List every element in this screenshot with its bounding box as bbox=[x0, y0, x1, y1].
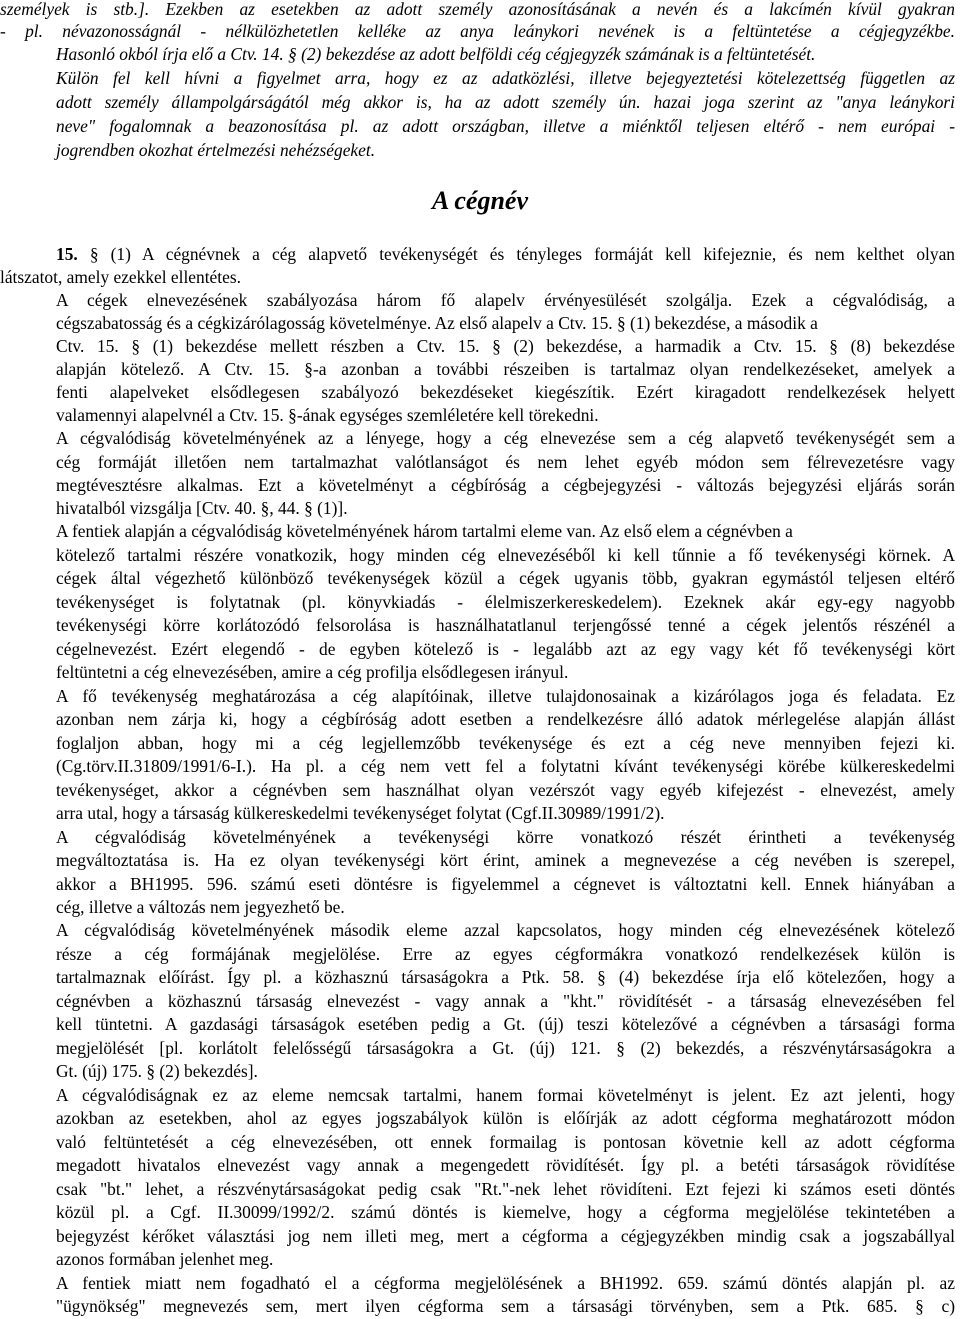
text-line: feltüntetni a cég elnevezésében, amire a cég profilja elsődlegesen irányul. bbox=[56, 662, 569, 682]
text-line: cégnévben a közhasznú társaság elnevezést - vagy annak a "kht." rövidítését - a társaság elnevezésében fel bbox=[56, 991, 955, 1011]
text-line: fenti alapelveket elsődlegesen szabályozó bekezdéseket kiegészítik. Ezért kiragadott rendelkezések helyett bbox=[56, 382, 955, 402]
text-line: - pl. névazonosságnál - nélkülözhetetlen kelléke az anya leánykori nevének is a feltüntetése a cégjegyzékbe. bbox=[0, 21, 955, 41]
text-line: cég, illetve a változás nem jegyezhető be. bbox=[56, 897, 345, 917]
text-line: látszatot, amely ezekkel ellentétes. bbox=[0, 267, 241, 287]
text-line: A fentiek alapján a cégvalódiság követelményének három tartalmi eleme van. Az első elem a cégnévben a bbox=[56, 521, 793, 541]
text-line: közül pl. a Cgf. II.30099/1992/2. számú döntés is kiemelve, hogy a cégforma megjelölése tekintetében a bbox=[56, 1202, 955, 1222]
text-line: való feltüntetését a cég elnevezésében, ott ennek formailag is pontosan követnie kell az adott cégforma bbox=[56, 1132, 955, 1152]
text-line: valamennyi alapelvnél a Ctv. 15. §-ának egységes szemléletére kell törekedni. bbox=[56, 405, 599, 425]
text-line: tevékenységet, akkor a cégnévben sem használhat olyan vezérszót vagy egyéb kifejezést - elnevezést, amely bbox=[56, 780, 955, 800]
section-heading: A cégnév bbox=[431, 186, 529, 215]
text-line: megtévesztésre alkalmas. Ezt a követelményt a cégbíróság a cégbejegyzési - változás bejegyzési eljárás során bbox=[56, 475, 955, 495]
text-line: A cégvalódiság követelményének a tevékenységi körre vonatkozó részét érintheti a tevékenység bbox=[56, 827, 955, 847]
section-text: § (1) A cégnévnek a cég alapvető tevékenységét és tényleges formáját kell kifejeznie, és nem kelthet olyan bbox=[77, 244, 955, 264]
text-line: cégelnevezést. Ezért elegendő - de egyben kötelező is - legalább azt az egy vagy két fő tevékenységi kört bbox=[56, 639, 955, 659]
text-line: neve" fogalomnak a beazonosítása pl. az adott országban, illetve a miénktől teljesen eltérő - nem európai - bbox=[56, 116, 955, 136]
text-line: A cégvalódiságnak ez az eleme nemcsak tartalmi, hanem formai követelményt is jelent. Ez azt jelenti, hogy bbox=[56, 1085, 955, 1105]
text-line: cégek által végezhető különböző tevékenységek közül a cégek ugyanis több, gyakran egymástól teljesen eltérő bbox=[56, 568, 955, 588]
text-line: cégszabatosság és a cégkizárólagosság követelménye. Az első alapelv a Ctv. 15. § (1) bekezdése, a második a bbox=[56, 313, 818, 333]
text-line: cég formáját illetően nem tartalmazhat valótlanságot és nem lehet egyéb módon sem félrevezetésre vagy bbox=[56, 452, 955, 472]
text-line: tevékenységet is folytatnak (pl. könyvkiadás - élelmiszerkereskedelem). Ezeknek akár egy-egy nagyobb bbox=[56, 592, 955, 612]
section-number: 15. bbox=[56, 244, 78, 264]
text-line: személyek is stb.]. Ezekben az esetekben az adott személy azonosításának a nevén és a lakcímén kívül gyakran bbox=[0, 0, 955, 19]
text-line: foglaljon abban, hogy mi a cég legjellemzőbb tevékenysége és ezt a cég neve mennyiben fejezi ki. bbox=[56, 733, 955, 753]
text-line: megjelölését [pl. korlátolt felelősségű társaságokra a Gt. (új) 121. § (2) bekezdés, a részvénytársaságokra a bbox=[56, 1038, 955, 1058]
text-line: Ctv. 15. § (1) bekezdése mellett részben a Ctv. 15. § (2) bekezdése, a harmadik a Ctv. 15. § (8) bekezdése bbox=[56, 336, 955, 356]
text-line: A fentiek miatt nem fogadható el a cégforma megjelölésének a BH1992. 659. számú döntés alapján pl. az bbox=[56, 1273, 955, 1293]
text-line: tevékenységi körre korlátozódó felsorolása is használhatatlanul terjengőssé tenné a cégek jelentős részénél a bbox=[56, 615, 955, 635]
text-line: adott személy állampolgárságától még akkor is, ha az adott személy ún. hazai joga szerint az "anya leánykori bbox=[56, 92, 955, 112]
text-line: jogrendben okozhat értelmezési nehézségeket. bbox=[56, 140, 376, 160]
text-line: A cégvalódiság követelményének az a lényege, hogy a cég elnevezése sem a cég alapvető tevékenységét sem a bbox=[56, 428, 955, 448]
text-line: (Cg.törv.II.31809/1991/6-I.). Ha pl. a cég nem vett fel a folytatni kívánt tevékenységi körébe külkereskedelmi bbox=[56, 756, 955, 776]
text-line: azokban az esetekben, ahol az egyes jogszabályok külön is előírják az adott cégforma meghatározott módon bbox=[56, 1108, 955, 1128]
text-line: A cégek elnevezésének szabályozása három fő alapelv érvényesülését szolgálja. Ezek a cégvalódiság, a bbox=[56, 290, 955, 310]
text-line: alapján kötelező. A Ctv. 15. §-a azonban a további részeiben is tartalmaz olyan rendelkezéseket, amelyek a bbox=[56, 359, 955, 379]
text-line: megadott hivatalos elnevezést vagy annak a megengedett rövidítését. Így pl. a betéti társaságok rövidítése bbox=[56, 1155, 955, 1175]
text-line: arra utal, hogy a társaság külkereskedelmi tevékenységet folytat (Cgf.II.30989/1991/2). bbox=[56, 803, 665, 823]
text-line: része a cég formájának megjelölése. Erre az egyes cégformákra vonatkozó rendelkezések külön is bbox=[56, 944, 955, 964]
text-line: A fő tevékenység meghatározása a cég alapítóinak, illetve tulajdonosainak a kizárólagos joga és feladata. Ez bbox=[56, 686, 955, 706]
text-line: bejegyzést kérőket választási jog nem illeti meg, mert a cégforma a cégjegyzékben mindig csak a jogszabállyal bbox=[56, 1226, 955, 1246]
text-line: csak "bt." lehet, a részvénytársaságokat pedig csak "Rt."-nek lehet rövidíteni. Ezt fejezi ki számos eseti döntés bbox=[56, 1179, 955, 1199]
text-line: A cégvalódiság követelményének második eleme azzal kapcsolatos, hogy minden cég elnevezésének kötelező bbox=[56, 920, 955, 940]
text-line: "ügynökség" megnevezés sem, mert ilyen cégforma sem a társasági törvényben, sem a Ptk. 685. § c) bbox=[56, 1296, 955, 1316]
text-line: azonban nem zárja ki, hogy a cégbíróság adott esetben a rendelkezésre álló adatok mérlegelése alapján állást bbox=[56, 709, 955, 729]
text-line: Gt. (új) 175. § (2) bekezdés]. bbox=[56, 1061, 258, 1081]
text-line: azonos formában jelenhet meg. bbox=[56, 1249, 274, 1269]
section-paragraph-line bbox=[56, 243, 955, 265]
text-line: hivatalból vizsgálja [Ctv. 40. §, 44. § (1)]. bbox=[56, 498, 348, 518]
text-line: tartalmaznak előírást. Így pl. a közhasznú társaságokra a Ptk. 58. § (4) bekezdése írja elő kötelezően, hogy a bbox=[56, 967, 955, 987]
text-line: Külön fel kell hívni a figyelmet arra, hogy ez az adatközlési, illetve bejegyeztetési kötelezettség független az bbox=[56, 68, 955, 88]
text-line: kötelező tartalmi részére vonatkozik, hogy minden cég elnevezéséből ki kell tűnnie a fő tevékenységi körnek. A bbox=[56, 545, 955, 565]
text-line: Hasonló okból írja elő a Ctv. 14. § (2) bekezdése az adott belföldi cég cégjegyzék számának is a feltüntetését. bbox=[56, 44, 816, 64]
text-line: kell tüntetni. A gazdasági társaságok esetében pedig a Gt. (új) teszi kötelezővé a cégnévben a társasági forma bbox=[56, 1014, 955, 1034]
text-line: megváltoztatása is. Ha ez olyan tevékenységi kört érint, aminek a megnevezése a cég nevében is szerepel, bbox=[56, 850, 955, 870]
text-line: akkor a BH1995. 596. számú eseti döntésre is figyelemmel a cégnevet is változtatni kell. Ennek hiányában a bbox=[56, 874, 955, 894]
